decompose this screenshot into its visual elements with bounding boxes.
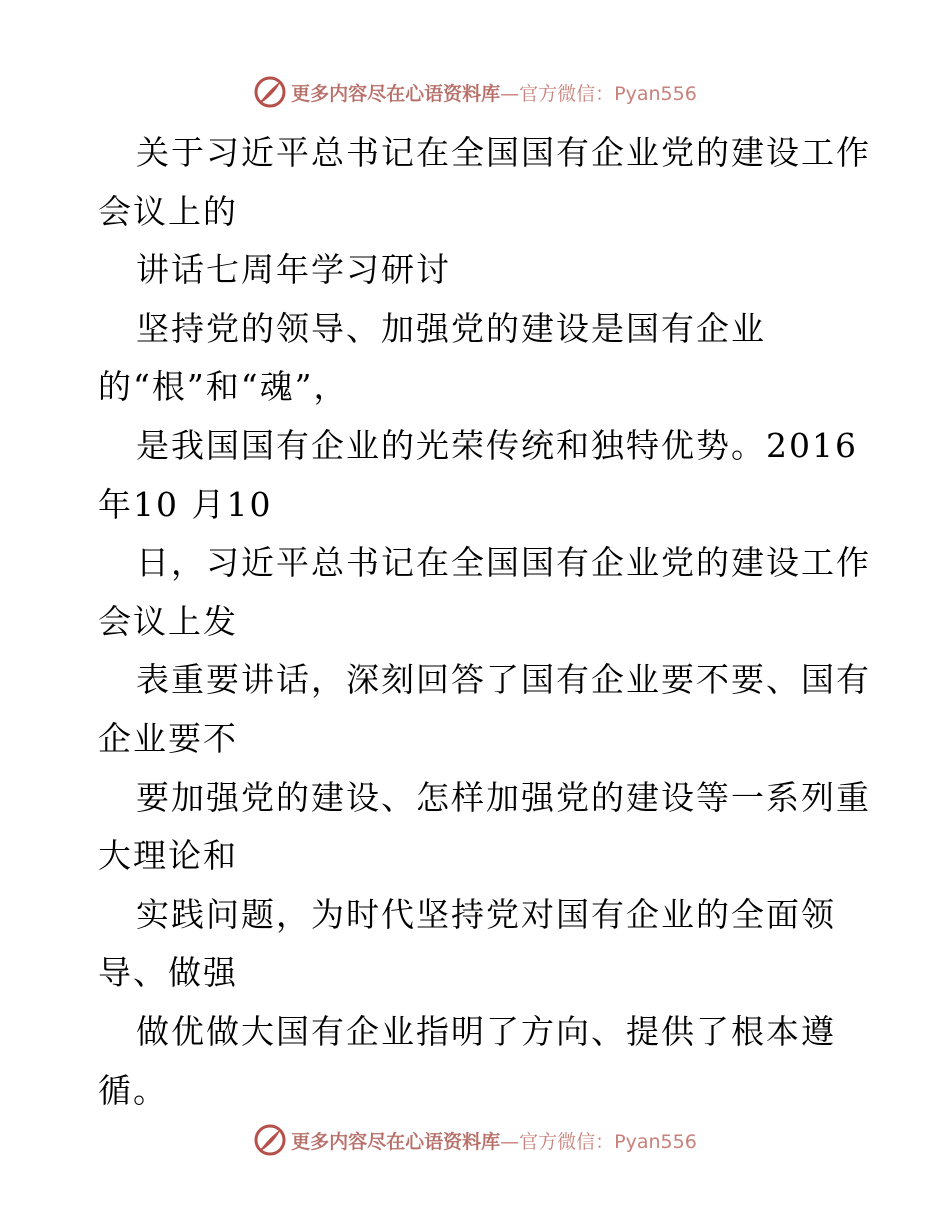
- body-text-line: 实践问题，为时代坚持党对国有企业的全面领: [136, 894, 836, 934]
- banner-text: [291, 79, 697, 106]
- body-text-line: 表重要讲话，深刻回答了国有企业要不要、国有: [136, 660, 871, 700]
- body-text-line: 导、做强: [98, 953, 238, 993]
- banner-text: [291, 1127, 697, 1154]
- body-text-line: 日，习近平总书记在全国国有企业党的建设工作: [136, 543, 871, 583]
- header-banner: [0, 72, 950, 112]
- body-text-line: 循。: [98, 1070, 168, 1110]
- banner-main-text: 更多内容尽在心语资料库: [291, 1130, 501, 1153]
- banner-rest-text: —官方微信：Pyan556: [500, 1130, 697, 1153]
- body-text-line: 讲话七周年学习研讨: [136, 250, 451, 290]
- body-text-line: 年10 月10: [98, 484, 273, 524]
- body-text-line: 做优做大国有企业指明了方向、提供了根本遵: [136, 1011, 836, 1051]
- body-text-line: 会议上的: [98, 191, 238, 231]
- footer-banner: [0, 1120, 950, 1160]
- banner-rest-text: —官方微信：Pyan556: [500, 82, 697, 105]
- body-text-line: 坚持党的领导、加强党的建设是国有企业: [136, 308, 766, 348]
- body-text-line: 大理论和: [98, 836, 238, 876]
- feather-pen-logo-icon: [253, 75, 287, 109]
- feather-pen-logo-icon: [253, 1123, 287, 1157]
- body-text-line: 的“根”和“魂”，: [98, 367, 349, 407]
- document-body: [98, 124, 871, 1120]
- body-text-line: 是我国国有企业的光荣传统和独特优势。2016: [136, 425, 858, 465]
- body-text-line: 关于习近平总书记在全国国有企业党的建设工作: [136, 133, 871, 172]
- body-text-line: 会议上发: [98, 601, 238, 641]
- body-text-line: 要加强党的建设、怎样加强党的建设等一系列重: [136, 777, 871, 817]
- body-text-line: 企业要不: [98, 718, 238, 758]
- banner-main-text: 更多内容尽在心语资料库: [291, 82, 501, 105]
